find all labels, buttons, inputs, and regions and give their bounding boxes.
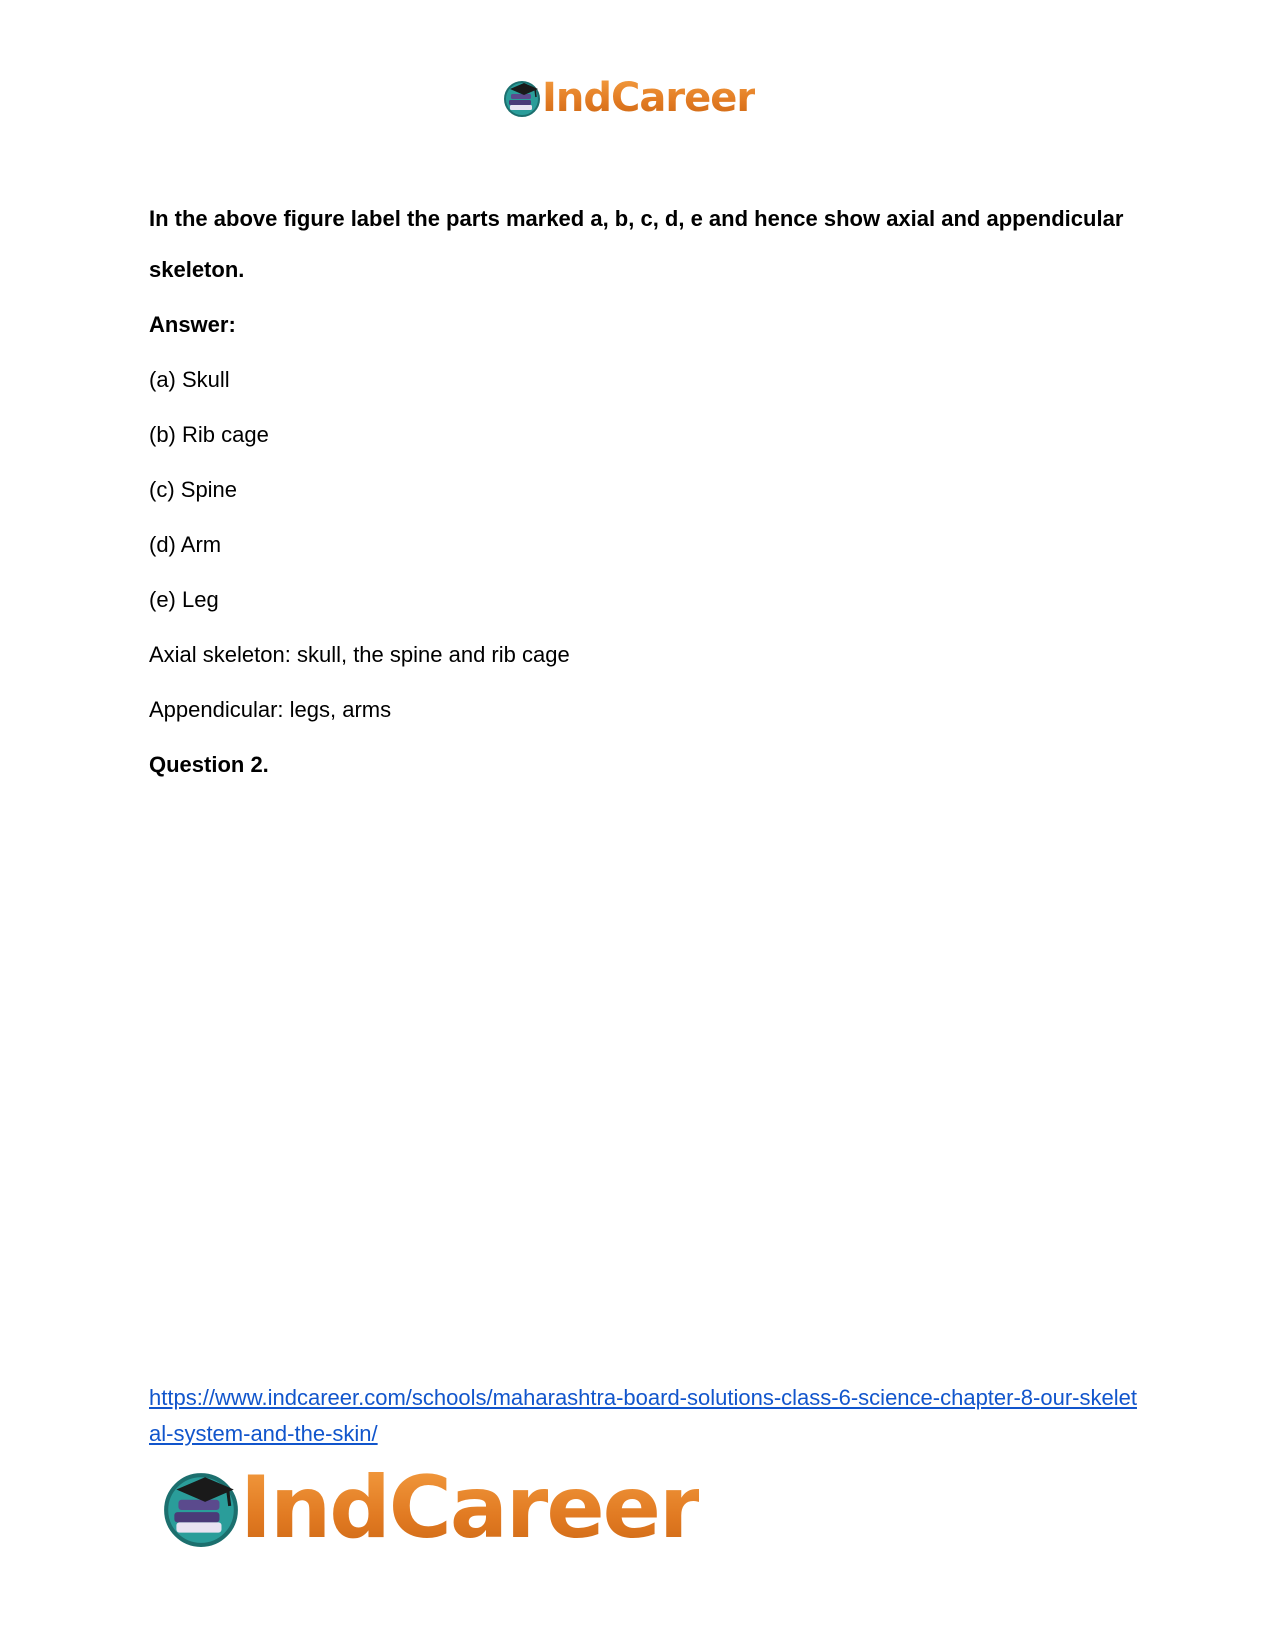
graduation-cap-globe-icon <box>160 1467 242 1549</box>
next-question-heading: Question 2. <box>149 752 269 777</box>
question-prompt <box>149 203 1129 234</box>
footer-logo <box>160 1458 700 1558</box>
answer-item-a: (a) Skull <box>149 367 230 392</box>
document-body <box>149 203 1129 804</box>
question-prompt-continued: skeleton. <box>149 257 245 282</box>
answer-item-d: (d) Arm <box>149 532 222 557</box>
logo-wordmark: IndCareer <box>240 1458 700 1558</box>
question-prompt-text: In the above figure label the parts marked a, b, c, d, e and hence show axial and appendicular <box>149 206 1124 231</box>
answer-item-b: (b) Rib cage <box>149 422 269 447</box>
answer-item-e: (e) Leg <box>149 587 219 612</box>
answer-label: Answer: <box>149 312 236 337</box>
axial-skeleton-summary: Axial skeleton: skull, the spine and rib cage <box>149 642 570 667</box>
logo-wordmark: IndCareer <box>542 75 756 121</box>
graduation-cap-globe-icon <box>502 78 542 118</box>
header-logo <box>502 75 756 121</box>
appendicular-summary: Appendicular: legs, arms <box>149 697 392 722</box>
source-url-link[interactable]: https://www.indcareer.com/schools/maharashtra-board-solutions-class-6-science-chapter-8-our-skeletal-system-and-the-skin/ <box>149 1385 1137 1446</box>
answer-item-c: (c) Spine <box>149 477 238 502</box>
